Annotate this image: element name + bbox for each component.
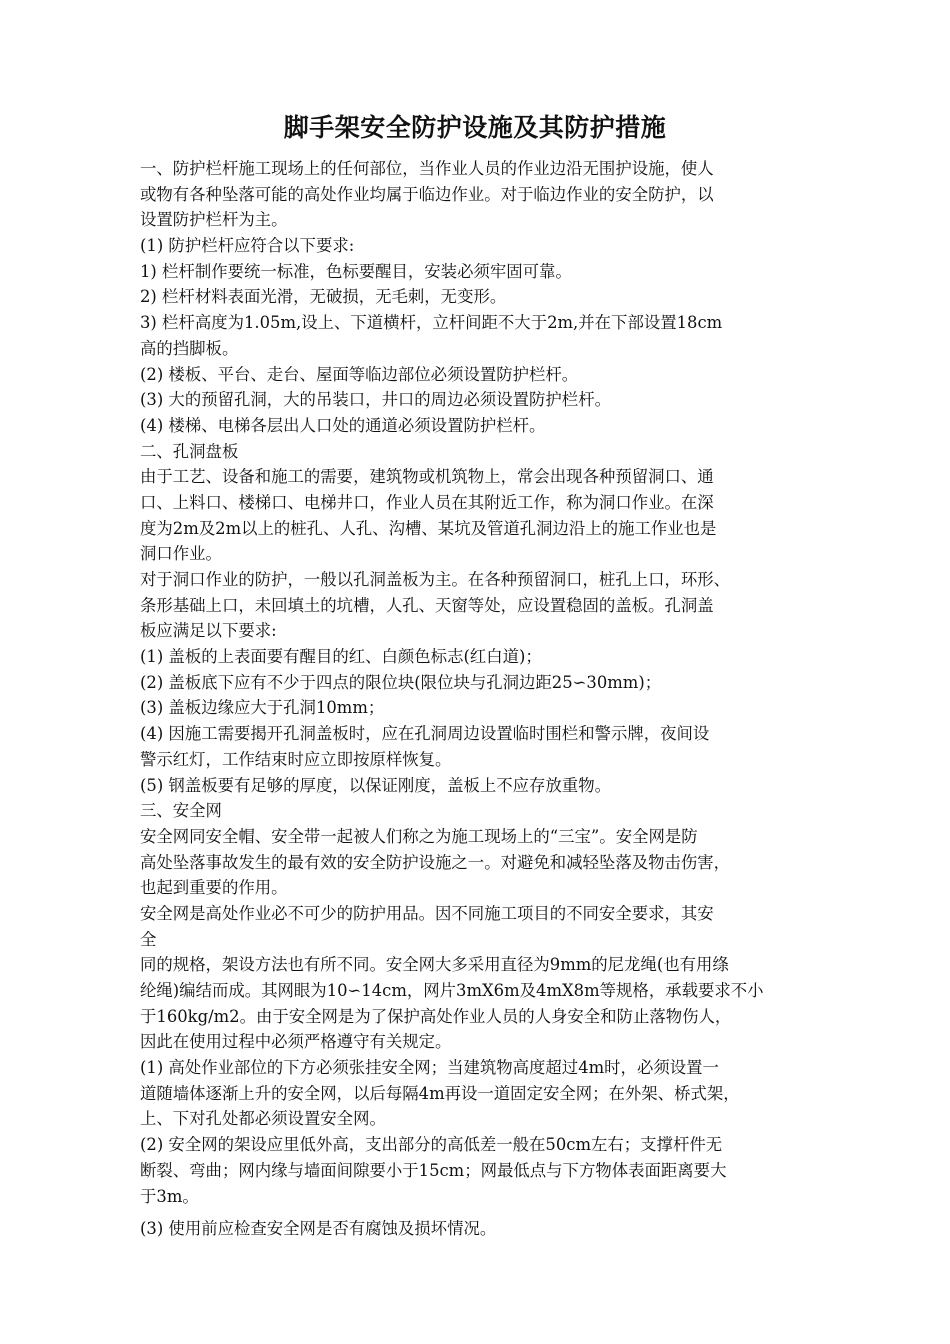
paragraph-spacer	[140, 1209, 830, 1216]
text-line: (3) 使用前应检查安全网是否有腐蚀及损坏情况。	[140, 1219, 497, 1239]
text-line: 因此在使用过程中必须严格遵守有关规定。	[140, 1032, 452, 1052]
text-line: 纶绳)编结而成。其网眼为10∽14cm，网片3mX6m及4mX8m等规格，承载要求不小	[140, 981, 764, 1000]
text-line: 或物有各种坠落可能的高处作业均属于临边作业。对于临边作业的安全防护，以	[140, 184, 714, 204]
text-line: (2) 楼板、平台、走台、屋面等临边部位必须设置防护栏杆。	[140, 364, 579, 384]
text-line: 于160kg/m2。由于安全网是为了保护高处作业人员的人身安全和防止落物伤人，	[140, 1006, 732, 1026]
text-line: (4) 楼梯、电梯各层出人口处的通道必须设置防护栏杆。	[140, 415, 546, 435]
text-line: (4) 因施工需要揭开孔洞盖板时，应在孔洞周边设置临时围栏和警示牌，夜间设	[140, 724, 710, 744]
text-line: (3) 大的预留孔洞，大的吊装口，井口的周边必须设置防护栏杆。	[140, 390, 611, 410]
text-line: 2) 栏杆材料表面光滑，无破损，无毛刺，无变形。	[140, 287, 507, 307]
text-line: 于3m。	[140, 1186, 199, 1206]
text-line: 高的挡脚板。	[140, 338, 239, 358]
text-line: (1) 防护栏杆应符合以下要求:	[140, 236, 355, 256]
text-line: (1) 盖板的上表面要有醒目的红、白颜色标志(红白道)；	[140, 647, 542, 667]
text-line: 断裂、弯曲；网内缘与墙面间隙要小于15cm；网最低点与下方物体表面距离要大	[140, 1160, 727, 1180]
text-line: 板应满足以下要求:	[140, 621, 277, 641]
text-line: 道随墙体逐渐上升的安全网，以后每隔4m再设一道固定安全网；在外架、桥式架，	[140, 1083, 740, 1103]
text-line: 也起到重要的作用。	[140, 878, 288, 898]
text-line: 由于工艺、设备和施工的需要，建筑物或机筑物上，常会出现各种预留洞口、通	[140, 467, 714, 487]
text-line: 一、防护栏杆施工现场上的任何部位，当作业人员的作业边沿无围护设施，使人	[140, 159, 714, 178]
text-line: 设置防护栏杆为主。	[140, 210, 288, 230]
section-heading: 二、孔洞盘板	[140, 441, 239, 461]
text-line: 同的规格，架设方法也有所不同。安全网大多采用直径为9mm的尼龙绳(也有用绦	[140, 955, 729, 975]
text-line: (2) 盖板底下应有不少于四点的限位块(限位块与孔洞边距25∽30mm)；	[140, 672, 662, 692]
text-line: 安全网同安全帽、安全带一起被人们称之为施工现场上的“三宝”。安全网是防	[140, 826, 698, 846]
text-line: 1) 栏杆制作要统一标准，色标要醒目，安装必须牢固可靠。	[140, 261, 572, 281]
text-line: (3) 盖板边缘应大于孔洞10mm；	[140, 698, 385, 718]
text-line: 洞口作业。	[140, 544, 222, 564]
text-line: (5) 钢盖板要有足够的厚度，以保证刚度，盖板上不应存放重物。	[140, 775, 611, 795]
text-line: 警示红灯，工作结束时应立即按原样恢复。	[140, 749, 452, 769]
text-line: 度为2m及2m以上的桩孔、人孔、沟槽、某坑及管道孔洞边沿上的施工作业也是	[140, 518, 717, 538]
text-line: 全	[140, 929, 157, 949]
text-line: 高处坠落事故发生的最有效的安全防护设施之一。对避免和减轻坠落及物击伤害，	[140, 852, 731, 872]
document-title: 脚手架安全防护设施及其防护措施	[283, 113, 667, 142]
text-line: 3) 栏杆高度为1.05m,设上、下道横杆，立杆间距不大于2m,并在下部设置18cm	[140, 313, 723, 333]
section-heading: 三、安全网	[140, 801, 222, 821]
text-line: (2) 安全网的架设应里低外高，支出部分的高低差一般在50cm左右；支撑杆件无	[140, 1135, 723, 1155]
document-body	[140, 156, 830, 1242]
text-line: 上、下对孔处都必须设置安全网。	[140, 1109, 386, 1129]
text-line: 对于洞口作业的防护，一般以孔洞盖板为主。在各种预留洞口，桩孔上口，环形、	[140, 570, 731, 589]
text-line: 口、上料口、楼梯口、电梯井口，作业人员在其附近工作，称为洞口作业。在深	[140, 492, 714, 512]
text-line: (1) 高处作业部位的下方必须张挂安全网；当建筑物高度超过4m时，必须设置一	[140, 1058, 719, 1078]
text-line: 安全网是高处作业必不可少的防护用品。因不同施工项目的不同安全要求，其安	[140, 903, 714, 923]
text-line: 条形基础上口，未回填土的坑槽，人孔、天窗等处，应设置稳固的盖板。孔洞盖	[140, 595, 714, 615]
